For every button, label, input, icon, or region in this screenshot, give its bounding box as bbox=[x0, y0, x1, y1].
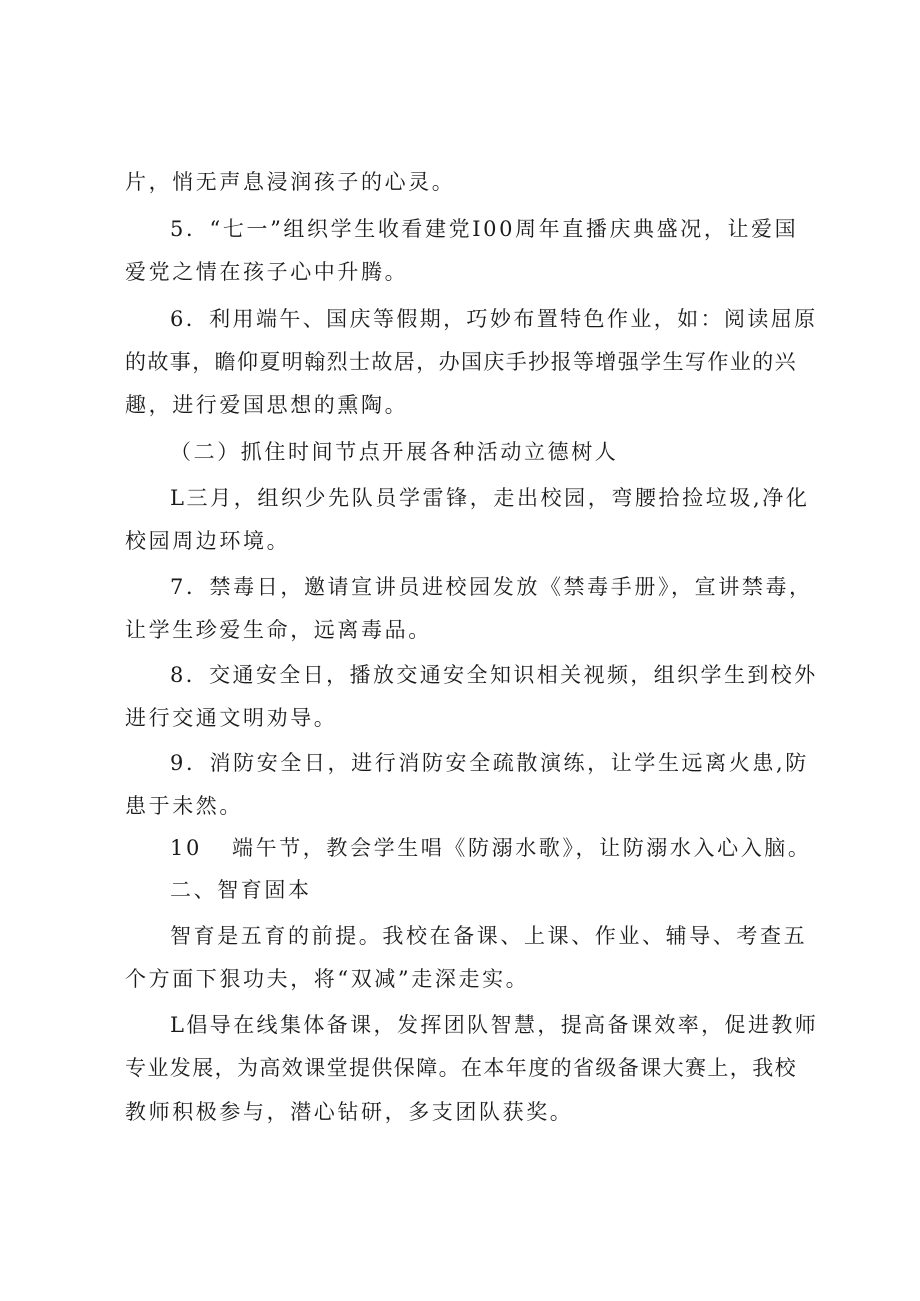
paragraph-line: 8．交通安全日，播放交通安全知识相关视频，组织学生到校外 bbox=[170, 663, 818, 687]
paragraph-line: 让学生珍爱生命，远离毒品。 bbox=[125, 618, 432, 642]
paragraph-line: 9．消防安全日，进行消防安全疏散演练，让学生远离火患,防 bbox=[170, 751, 809, 775]
paragraph-line: L倡导在线集体备课，发挥团队智慧，提高备课效率，促进教师 bbox=[170, 1013, 819, 1037]
paragraph-line: 6．利用端午、国庆等假期，巧妙布置特色作业，如：阅读屈原 bbox=[170, 307, 818, 331]
paragraph-line: 教师积极参与，潜心钻研，多支团队获奖。 bbox=[125, 1100, 574, 1124]
section-heading: （二）抓住时间节点开展各种活动立德树人 bbox=[170, 440, 619, 464]
paragraph-line: 患于未然。 bbox=[125, 794, 243, 818]
paragraph-line: 片，悄无声息浸润孩子的心灵。 bbox=[125, 170, 456, 194]
paragraph-line: 进行交通文明劝导。 bbox=[125, 706, 338, 730]
paragraph-line: 的故事，瞻仰夏明翰烈士故居，办国庆手抄报等增强学生写作业的兴 bbox=[125, 350, 797, 374]
section-heading: 二、智育固本 bbox=[170, 878, 312, 902]
paragraph-line: 校园周边环境。 bbox=[125, 529, 291, 553]
paragraph-line: 爱党之情在孩子心中升腾。 bbox=[125, 260, 409, 284]
paragraph-line: 智育是五育的前提。我校在备课、上课、作业、辅导、考查五 bbox=[170, 924, 808, 948]
paragraph-line: L三月，组织少先队员学雷锋，走出校园，弯腰拾捡垃圾,净化 bbox=[170, 486, 810, 510]
paragraph-line: 专业发展，为高效课堂提供保障。在本年度的省级备课大赛上，我校 bbox=[125, 1056, 797, 1080]
paragraph-line: 端午节，教会学生唱《防溺水歌》，让防溺水入心入脑。 bbox=[232, 836, 812, 860]
list-item-number: 10 bbox=[170, 836, 202, 860]
paragraph-line: 个方面下狠功夫，将“双减”走深走实。 bbox=[125, 967, 530, 991]
paragraph-line: 5．“七一”组织学生收看建党I00周年直播庆典盛况，让爱国 bbox=[170, 217, 799, 241]
paragraph-line: 趣，进行爱国思想的熏陶。 bbox=[125, 393, 409, 417]
paragraph-line: 7．禁毒日，邀请宣讲员进校园发放《禁毒手册》，宣讲禁毒， bbox=[170, 575, 813, 599]
